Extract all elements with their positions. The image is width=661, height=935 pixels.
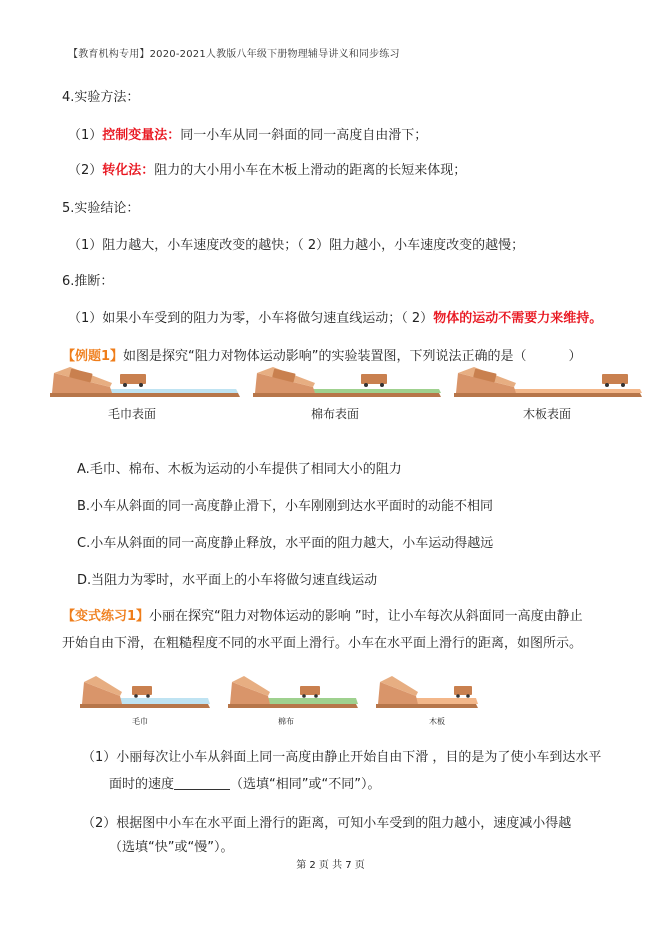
figure-2-label-cotton: 棉布 [278, 717, 294, 726]
cart-icon [120, 374, 146, 384]
example-question-text: 如图是探究“阻力对物体运动影响”的实验装置图，下列说法正确的是（ [123, 349, 527, 364]
document-header: 【教育机构专用】2020-2021人教版八年级下册物理辅导讲义和同步练习 [68, 49, 400, 60]
page-footer: 第 2 页 共 7 页 [296, 860, 365, 871]
section-5-text: （1）阻力越大，小车速度改变的越快；（ 2）阻力越小，小车速度改变的越慢； [68, 238, 525, 253]
practice-1-line-1 [62, 605, 583, 624]
practice-tag: 【变式练习1】 [62, 609, 150, 624]
answer-blank-1[interactable] [174, 777, 230, 790]
figure-2-label-wood: 木板 [429, 717, 445, 726]
practice-q1-line-1: （1）小丽每次让小车从斜面上同一高度由静止开始自由下滑 ，目的是为了使小车到达水平 [82, 750, 602, 765]
section-5-title: 5.实验结论： [62, 201, 140, 216]
inference-keyword: 物体的运动不需要力来维持。 [433, 311, 603, 326]
practice-q2-line-2: （选填“快”或“慢”）。 [109, 840, 234, 855]
ramp-setup-towel-small [80, 676, 210, 708]
cart-icon [602, 374, 628, 384]
figure-1-label-cotton: 棉布表面 [311, 407, 360, 421]
practice-1-line-2: 开始自由下滑，在粗糙程度不同的水平面上滑行。小车在水平面上滑行的距离，如图所示。 [62, 636, 583, 651]
cart-icon [132, 686, 152, 695]
example-question-end: ） [568, 349, 582, 364]
option-d: D.当阻力为零时，水平面上的小车将做匀速直线运动 [77, 573, 378, 588]
ramp-setup-cotton [253, 367, 441, 397]
section-6-title: 6.推断： [62, 274, 114, 289]
ramp-setup-wood [454, 367, 642, 397]
experiment-figure-1 [50, 365, 642, 405]
method-keyword: 控制变量法： [102, 128, 181, 143]
figure-1-label-towel: 毛巾表面 [108, 407, 157, 421]
option-b: B.小车从斜面的同一高度静止滑下，小车刚刚到达水平面时的动能不相同 [77, 499, 494, 514]
practice-q2-line-1: （2）根据图中小车在水平面上滑行的距离，可知小车受到的阻力越小，速度减小得越 [82, 816, 572, 831]
figure-1-label-wood: 木板表面 [523, 407, 572, 421]
method-keyword: 转化法： [102, 163, 155, 178]
ramp-setup-cotton-small [228, 676, 358, 708]
practice-q1-line-2 [109, 773, 380, 792]
ramp-setup-wood-small [376, 676, 478, 708]
section-4-item-1 [68, 124, 427, 143]
q1-text: 面时的速度 [109, 777, 175, 792]
cart-icon [300, 686, 320, 695]
inference-text: （1）如果小车受到的阻力为零，小车将做匀速直线运动；（ 2） [68, 311, 434, 326]
example-1-question [62, 345, 582, 364]
method-text: 阻力的大小用小车在木板上滑动的距离的长短来体现； [154, 163, 467, 178]
option-c: C.小车从斜面的同一高度静止释放，水平面的阻力越大，小车运动得越远 [77, 536, 494, 551]
figure-2-label-towel: 毛巾 [132, 717, 148, 726]
example-tag: 【例题1】 [62, 349, 124, 364]
q1-hint: （选填“相同”或“不同”）。 [230, 777, 381, 792]
cart-icon [454, 686, 472, 695]
section-6-text [68, 307, 602, 326]
practice-text: 小丽在探究“阻力对物体运动的影响 ”时，让小车每次从斜面同一高度由静止 [149, 609, 583, 624]
item-number: （2） [68, 163, 103, 178]
wood-surface [514, 389, 642, 393]
item-number: （1） [68, 128, 103, 143]
cotton-surface [313, 389, 441, 393]
cart-icon [361, 374, 387, 384]
section-4-item-2 [68, 159, 466, 178]
experiment-figure-2 [80, 672, 480, 712]
option-a: A.毛巾、棉布、木板为运动的小车提供了相同大小的阻力 [77, 462, 402, 477]
towel-surface [110, 389, 238, 393]
ramp-setup-towel [50, 367, 240, 397]
section-4-title: 4.实验方法： [62, 90, 140, 105]
method-text: 同一小车从同一斜面的同一高度自由滑下； [180, 128, 428, 143]
